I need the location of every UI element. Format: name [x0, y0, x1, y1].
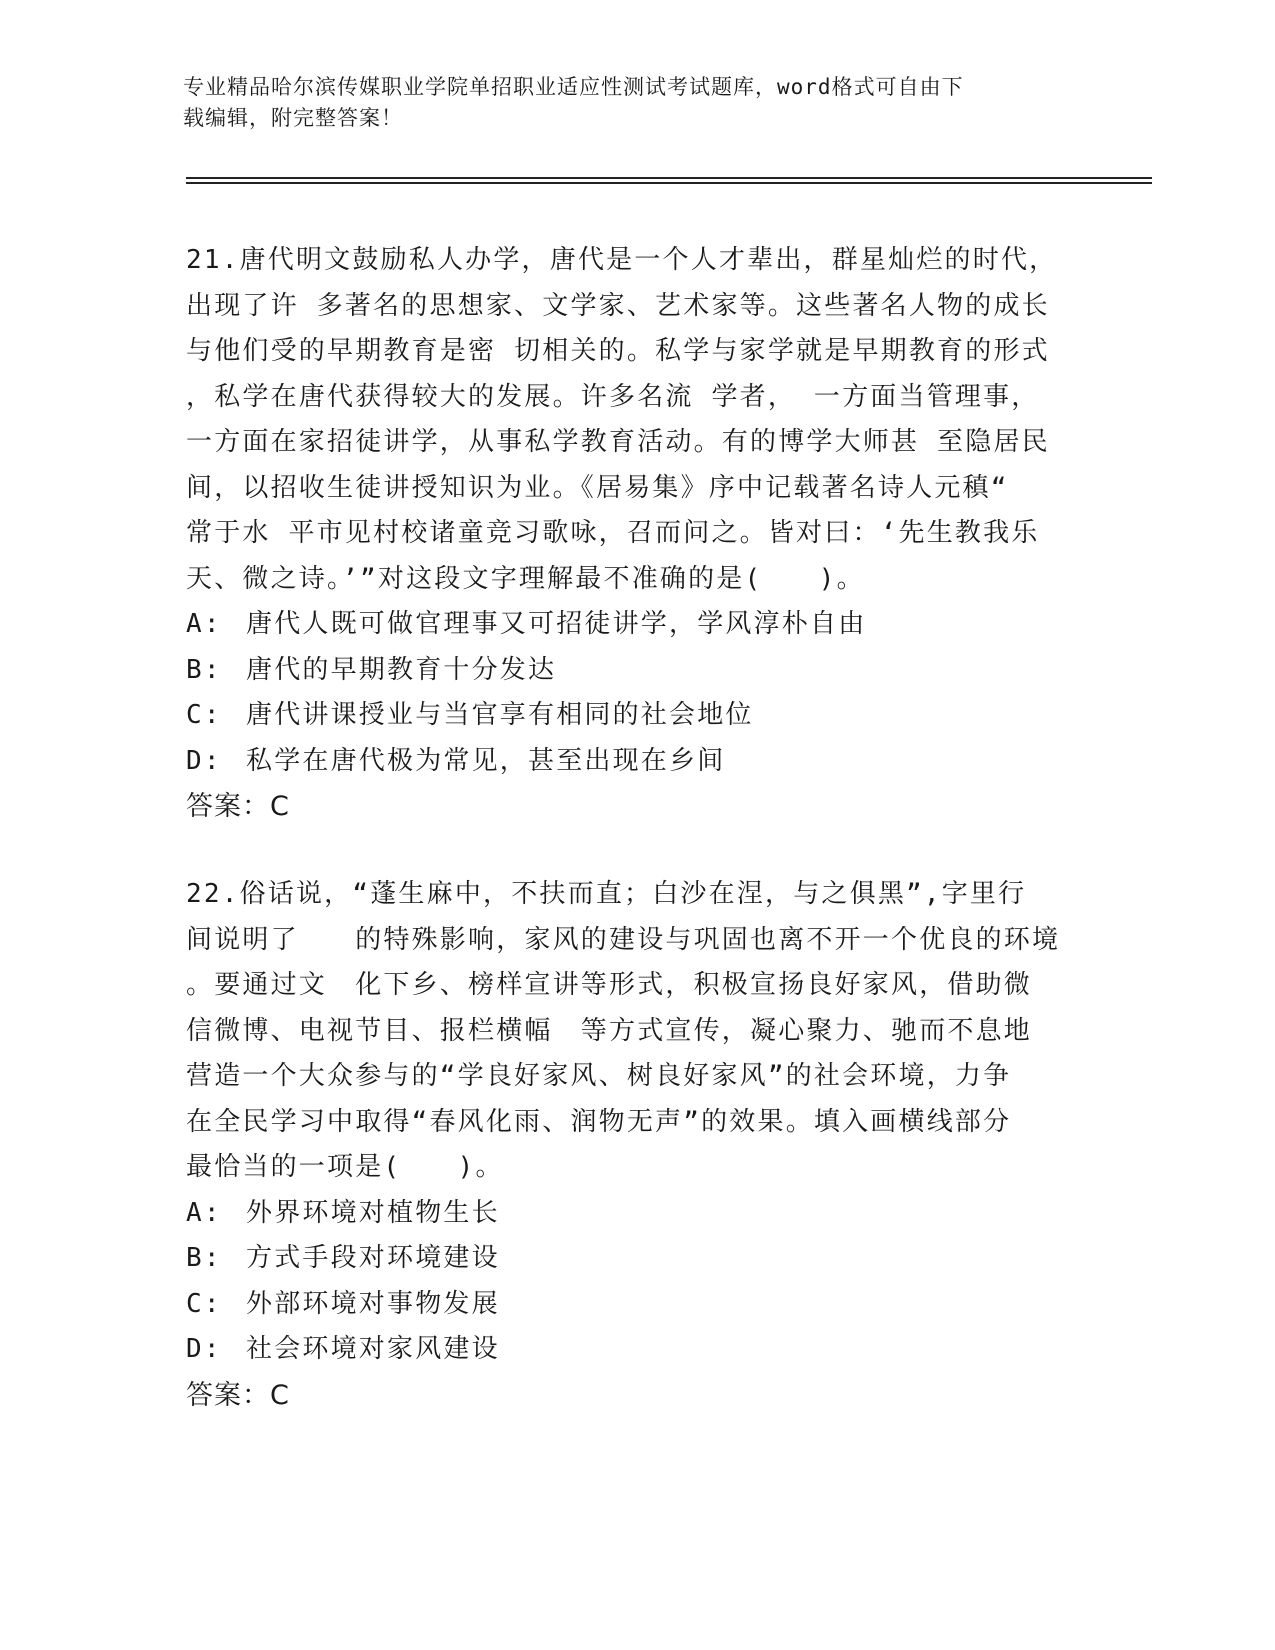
- option-text: 方式手段对环境建设: [246, 1243, 500, 1273]
- header-line-2: 载编辑，附完整答案！: [183, 106, 403, 130]
- option-d: [186, 739, 1086, 785]
- option-key: C:: [186, 700, 222, 730]
- option-b: [186, 1236, 1086, 1282]
- answer-line: 答案：C: [186, 1379, 290, 1411]
- option-text: 外部环境对事物发展: [246, 1288, 500, 1319]
- question-stem: 22.俗话说，“蓬生麻中，不扶而直；白沙在涅，与之俱黑”,字里行 间说明了 的特殊影响，家风的建设与巩固也离不开一个优良的环境 。要通过文 化下乡、榜样宣讲等形式，积极宣扬良好家风，借助微 信微博、电视节目、报栏横幅 等方式宣传，凝心聚力、驰而不息地 营造一个大众参与的“学良好家风、树良好家风”的社会环境，力争 在全民学习中取得“春风化雨、润物无声”的效果。填入画横线部分 最恰当的一项是( )。: [186, 879, 1061, 1182]
- option-d: [186, 1327, 1086, 1373]
- option-a: [186, 602, 1086, 648]
- option-text: 唐代讲课授业与当官享有相同的社会地位: [246, 700, 754, 730]
- option-key: A:: [186, 1197, 222, 1228]
- option-list: [186, 1191, 1086, 1373]
- option-key: B:: [186, 654, 222, 685]
- option-text: 社会环境对家风建设: [246, 1334, 500, 1364]
- option-key: A:: [186, 609, 222, 639]
- option-text: 唐代的早期教育十分发达: [246, 654, 557, 685]
- option-key: D:: [186, 745, 222, 776]
- question-stem: 21.唐代明文鼓励私人办学，唐代是一个人才辈出，群星灿烂的时代， 出现了许 多著名的思想家、文学家、艺术家等。这些著名人物的成长 与他们受的早期教育是密 切相关的。私学与家学就是早期教育的形式 ，私学在唐代获得较大的发展。许多名流 学者， 一方面当管理事， 一方面在家招徒讲学，从事私学教育活动。有的博学大师甚 至隐居民 间，以招收生徒讲授知识为业。《居易集》序中记载著名诗人元稹“ 常于水 平市见村校诸童竞习歌咏，召而问之。皆对曰：‘先生教我乐 天、微之诗。’”对这段文字理解最不准确的是( )。: [186, 245, 1058, 594]
- option-text: 私学在唐代极为常见，甚至出现在乡间: [246, 745, 726, 776]
- option-a: [186, 1191, 1086, 1237]
- option-text: 外界环境对植物生长: [246, 1197, 500, 1228]
- option-key: C:: [186, 1288, 222, 1319]
- option-list: [186, 602, 1086, 784]
- option-b: [186, 648, 1086, 694]
- option-c: [186, 693, 1086, 739]
- answer-line: 答案：C: [186, 791, 290, 822]
- question-21: [186, 238, 1086, 829]
- header-rule-bottom: [186, 182, 1152, 184]
- option-c: [186, 1282, 1086, 1328]
- header-line-1: 专业精品哈尔滨传媒职业学院单招职业适应性测试考试题库，word格式可自由下: [183, 75, 964, 99]
- option-key: B:: [186, 1243, 222, 1273]
- page-header: [183, 72, 1063, 134]
- question-22: [186, 872, 1086, 1418]
- header-rule-top: [186, 177, 1152, 179]
- option-text: 唐代人既可做官理事又可招徒讲学，学风淳朴自由: [246, 609, 867, 639]
- option-key: D:: [186, 1334, 222, 1364]
